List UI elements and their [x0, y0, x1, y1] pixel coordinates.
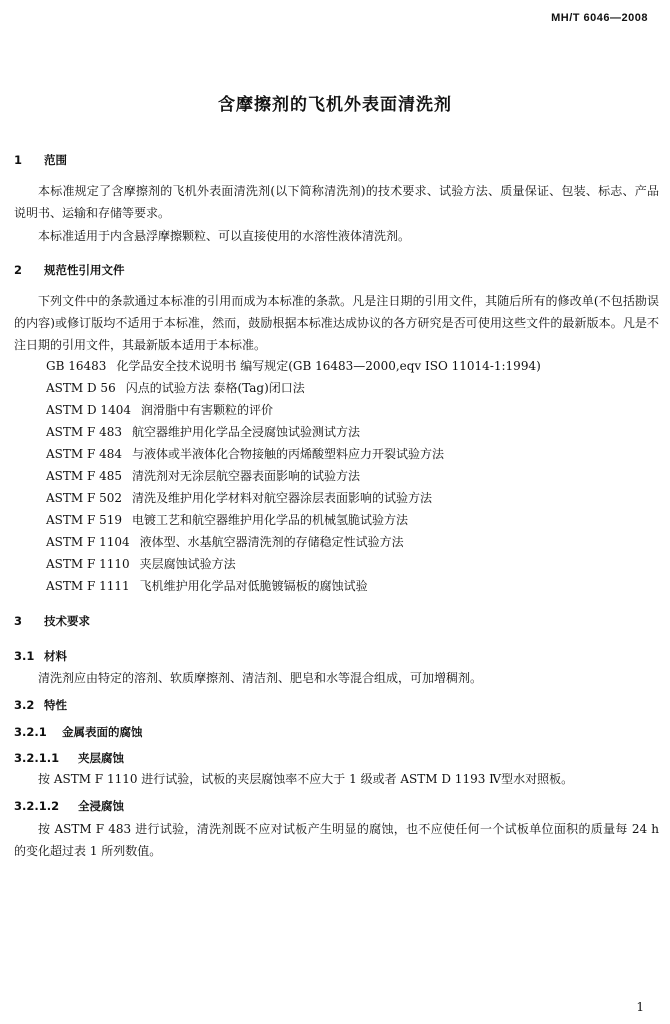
- section-3-2-1-2-heading: [14, 798, 124, 814]
- reference-code: ASTM F 483: [46, 425, 123, 439]
- section-title: 特性: [44, 698, 67, 712]
- reference-item: [46, 467, 360, 484]
- reference-code: GB 16483: [46, 359, 107, 373]
- section-title: 金属表面的腐蚀: [62, 725, 143, 739]
- reference-code: ASTM F 519: [46, 513, 123, 527]
- reference-code: ASTM F 484: [46, 447, 123, 461]
- section-title: 范围: [44, 153, 67, 167]
- section-title: 材料: [44, 649, 67, 663]
- reference-code: ASTM D 56: [46, 381, 116, 395]
- section-3-heading: [14, 613, 90, 629]
- standard-number-header: MH/T 6046—2008: [551, 12, 648, 24]
- reference-title: 润滑脂中有害颗粒的评价: [140, 403, 273, 417]
- section-1-paragraph-2: 本标准适用于内含悬浮摩擦颗粒、可以直接使用的水溶性液体清洗剂。: [38, 229, 411, 243]
- reference-item: [46, 357, 541, 374]
- document-title: 含摩擦剂的飞机外表面清洗剂: [218, 95, 452, 115]
- section-number: 1: [14, 153, 23, 167]
- section-title: 全浸腐蚀: [78, 799, 124, 813]
- reference-code: ASTM F 485: [46, 469, 123, 483]
- reference-title: 飞机维护用化学品对低脆镀镉板的腐蚀试验: [139, 579, 368, 593]
- reference-item: [46, 379, 305, 396]
- reference-code: ASTM D 1404: [46, 403, 131, 417]
- reference-title: 闪点的试验方法 泰格(Tag)闭口法: [125, 381, 305, 395]
- reference-item: [46, 577, 368, 594]
- reference-item: [46, 423, 360, 440]
- reference-code: ASTM F 502: [46, 491, 123, 505]
- reference-title: 与液体或半液体化合物接触的丙烯酸塑料应力开裂试验方法: [132, 447, 445, 461]
- reference-title: 夹层腐蚀试验方法: [139, 557, 236, 571]
- section-1-heading: [14, 152, 67, 168]
- reference-item: [46, 445, 444, 462]
- reference-item: [46, 511, 408, 528]
- reference-title: 液体型、水基航空器清洗剂的存储稳定性试验方法: [139, 535, 404, 549]
- section-3-2-1-heading: [14, 724, 143, 740]
- section-title: 技术要求: [44, 614, 90, 628]
- reference-code: ASTM F 1104: [46, 535, 130, 549]
- section-number: 3.2: [14, 698, 35, 712]
- page-number: 1: [636, 1000, 644, 1014]
- section-3-2-1-1-paragraph: 按 ASTM F 1110 进行试验，试板的夹层腐蚀率不应大于 1 级或者 ASTM D 1193 Ⅳ型水对照板。: [38, 772, 574, 786]
- section-number: 3.1: [14, 649, 35, 663]
- section-1-paragraph-1: 本标准规定了含摩擦剂的飞机外表面清洗剂(以下简称清洗剂)的技术要求、试验方法、质量保证、包装、标志、产品说明书、运输和存储等要求。: [14, 184, 659, 220]
- section-3-2-1-1-heading: [14, 750, 124, 766]
- section-number: 3: [14, 614, 23, 628]
- reference-title: 清洗及维护用化学材料对航空器涂层表面影响的试验方法: [132, 491, 433, 505]
- reference-item: [46, 533, 404, 550]
- section-number: 3.2.1.1: [14, 751, 60, 765]
- reference-title: 化学品安全技术说明书 编写规定(GB 16483—2000,eqv ISO 11014-1:1994): [116, 359, 541, 373]
- section-3-2-1-2-paragraph: 按 ASTM F 483 进行试验，清洗剂既不应对试板产生明显的腐蚀，也不应使任何一个试板单位面积的质量每 24 h 的变化超过表 1 所列数值。: [14, 822, 659, 858]
- reference-title: 电镀工艺和航空器维护用化学品的机械氢脆试验方法: [132, 513, 409, 527]
- reference-title: 航空器维护用化学品全浸腐蚀试验测试方法: [132, 425, 361, 439]
- section-title: 规范性引用文件: [44, 263, 125, 277]
- section-3-1-paragraph: 清洗剂应由特定的溶剂、软质摩擦剂、清洁剂、肥皂和水等混合组成，可加增稠剂。: [38, 671, 483, 685]
- section-title: 夹层腐蚀: [78, 751, 124, 765]
- section-2-heading: [14, 262, 125, 278]
- reference-code: ASTM F 1111: [46, 579, 130, 593]
- reference-item: [46, 555, 236, 572]
- section-number: 3.2.1: [14, 725, 47, 739]
- section-3-2-heading: [14, 697, 67, 713]
- section-number: 2: [14, 263, 23, 277]
- reference-code: ASTM F 1110: [46, 557, 130, 571]
- section-2-paragraph: 下列文件中的条款通过本标准的引用而成为本标准的条款。凡是注日期的引用文件，其随后所有的修改单(不包括勘误的内容)或修订版均不适用于本标准，然而，鼓励根据本标准达成协议的各方研究是否可使用这些文件的最新版本。凡是不注日期的引用文件，其最新版本适用于本标准。: [14, 294, 659, 352]
- section-3-1-heading: [14, 648, 67, 664]
- section-number: 3.2.1.2: [14, 799, 60, 813]
- reference-title: 清洗剂对无涂层航空器表面影响的试验方法: [132, 469, 361, 483]
- reference-item: [46, 489, 432, 506]
- reference-item: [46, 401, 273, 418]
